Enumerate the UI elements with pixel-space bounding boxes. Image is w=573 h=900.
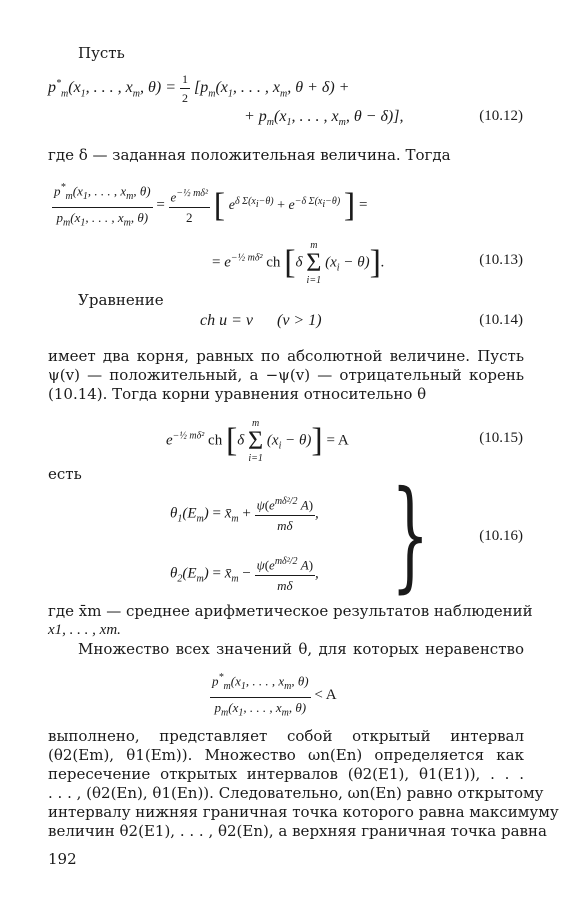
paragraph-final-line4: . . . , (θ2(En), θ1(En)). Следовательно, ωn(En) равно открытому — [48, 784, 544, 802]
equation-10-16-theta2: $\theta_2(E_m)$ = $x̄_m$ − $\frac{\psi(e^{m\delta^2/2} A)}{m\delta}$ , — [170, 552, 319, 596]
paragraph-mean-line2: x1, . . . , xm. — [48, 622, 121, 638]
paragraph-two-roots-line2: ψ(v) — положительный, а −ψ(v) — отрицательный корень — [48, 366, 524, 384]
equation-number-10-16: (10.16) — [479, 528, 523, 544]
equation-10-12-line1: $p^*_m(x_1$, . . . , $x_m$, θ) = $\frac{1}{2}$ [$p_m(x_1$, . . . , $x_m$, θ + δ) + — [48, 72, 350, 105]
equation-10-13-line2: = $e^{-\frac{1}{2} m\delta^2}$ ch [δ m Σ i=1 $(x_i - \theta)$]. — [212, 240, 385, 286]
page-number: 192 — [48, 850, 77, 868]
word-equation: Уравнение — [78, 291, 164, 309]
word-is: есть — [48, 465, 82, 483]
equation-number-10-15: (10.15) — [479, 430, 523, 446]
equation-10-15-rhs: = A — [326, 432, 349, 449]
word-let: Пусть — [78, 44, 125, 62]
text-where-delta: где δ — заданная положительная величина. Тогда — [48, 146, 451, 164]
equation-10-12-line2: + $p_m(x_1$, . . . , $x_m$, θ − δ)], — [244, 108, 404, 129]
paragraph-final-line5: интервалу нижняя граничная точка которого равна максимуму — [48, 803, 559, 821]
paragraph-mean-line1: где x̄m — среднее арифметическое результатов наблюдений — [48, 602, 533, 620]
equation-10-13-line1: $\frac{p^*_m(x_1, . . . , x_m, \theta)}{p_m(x_1, . . . , x_m, \theta)}$ = $\frac{e^{-\frac{1}{2} m\delta^2}}{2}$ [ $e^{\delta \Sigma(x_i-\theta)} + e^{-\delta \Sigma(x_i-\theta)}$ ] = — [52, 178, 367, 234]
paragraph-final-line3: пересечение открытых интервалов (θ2(E1), θ1(E1)), . . . — [48, 765, 524, 783]
equation-10-14: ch u = v (v > 1) — [200, 312, 322, 329]
right-brace: } — [391, 466, 430, 605]
inequality-rhs: < A — [314, 687, 337, 704]
paragraph-two-roots-line3: (10.14). Тогда корни уравнения относительно θ — [48, 385, 427, 403]
equation-10-15: $e^{-\frac{1}{2} m\delta^2}$ ch [δ m Σ i=1 $(x_i - \theta)] = A$ — [166, 418, 349, 464]
paragraph-final-line6: величин θ2(E1), . . . , θ2(En), а верхняя граничная точка равна — [48, 822, 547, 840]
paragraph-set: Множество всех значений θ, для которых неравенство — [78, 640, 524, 658]
equation-10-16-theta1: $\theta_1(E_m)$ = $x̄_m$ + $\frac{\psi(e^{m\delta^2/2} A)}{m\delta}$ , — [170, 492, 319, 536]
equation-number-10-12: (10.12) — [479, 108, 523, 124]
equation-number-10-13: (10.13) — [479, 252, 523, 268]
equation-number-10-14: (10.14) — [479, 312, 523, 328]
paragraph-final-line2: (θ2(Em), θ1(Em)). Множество ωn(En) определяется как — [48, 746, 524, 764]
paragraph-two-roots-line1: имеет два корня, равных по абсолютной величине. Пусть — [48, 347, 524, 365]
inequality: $\frac{p^*_m(x_1, . . . , x_m, \theta)}{p_m(x_1, . . . , x_m, \theta)}$ < A — [210, 668, 337, 724]
paragraph-final-line1: выполнено, представляет собой открытый интервал — [48, 727, 524, 745]
